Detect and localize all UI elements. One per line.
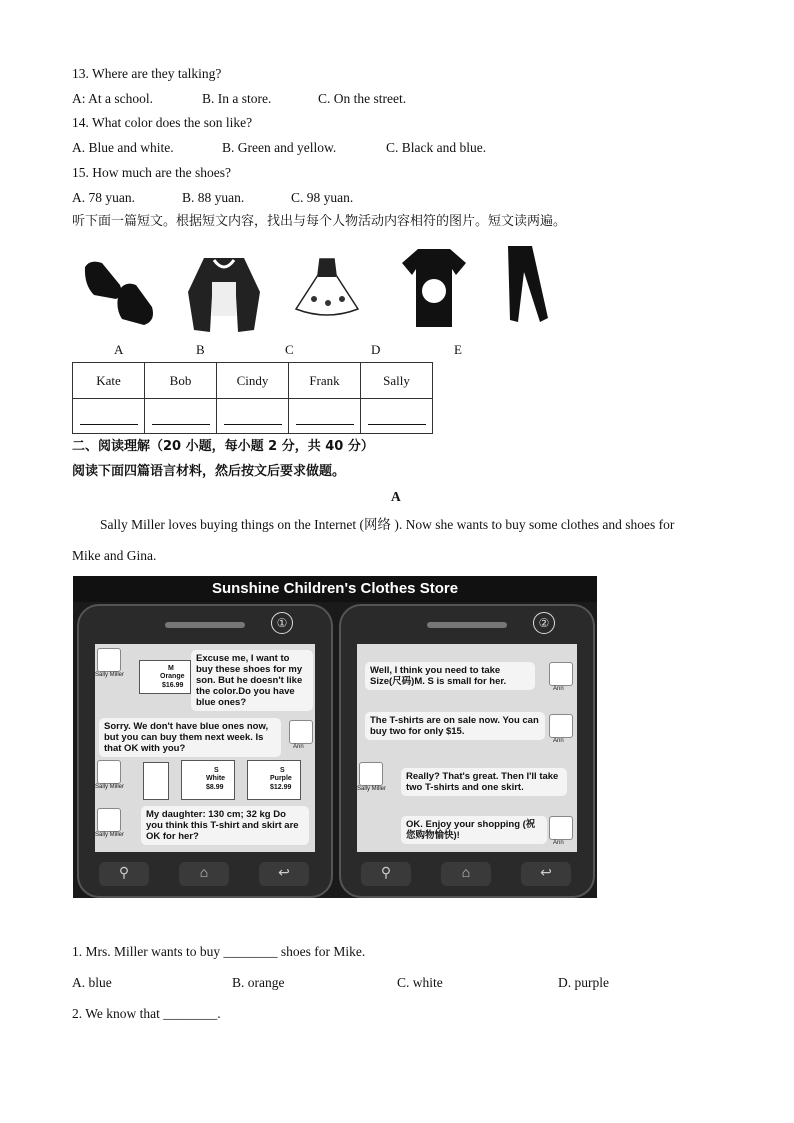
answer-blank-frank[interactable]	[289, 399, 361, 434]
chat-bubble-5: The T-shirts are on sale now. You can buy two for only $15.	[365, 712, 545, 740]
sally-avatar	[97, 760, 121, 784]
sally-label: Sally Miller	[95, 672, 125, 678]
q14-option-c[interactable]: C. Black and blue.	[386, 140, 487, 155]
tshirt-color: White	[206, 775, 226, 782]
shoe-item	[139, 660, 191, 694]
picture-label-c: C	[285, 342, 294, 357]
phone-number-2: ②	[533, 612, 555, 634]
dress-icon	[292, 255, 362, 320]
answer-blank-bob[interactable]	[145, 399, 217, 434]
jacket-icon	[184, 252, 264, 334]
section-title: 二、阅读理解（20 小题，每小题 2 分，共 40 分）	[72, 439, 374, 454]
q15-question: 15. How much are the shoes?	[72, 165, 231, 180]
ann-avatar	[549, 714, 573, 738]
ann-label: Ann	[293, 744, 304, 750]
answer-blank-kate[interactable]	[73, 399, 145, 434]
speaker-grille	[165, 622, 245, 628]
listening-instruction: 听下面一篇短文。根据短文内容，找出与每个人物活动内容相符的图片。短文读两遍。	[72, 214, 567, 229]
answer-blank-cindy[interactable]	[217, 399, 289, 434]
q13-question: 13. Where are they talking?	[72, 66, 222, 81]
chat-bubble-3: My daughter: 130 cm; 32 kg Do you think this T-shirt and skirt are OK for her?	[141, 806, 309, 845]
chat-bubble-4: Well, I think you need to take Size(尺码)M. S is small for her.	[365, 662, 535, 690]
skirt-item	[247, 760, 301, 800]
search-icon[interactable]: ⚲	[99, 862, 149, 886]
search-icon[interactable]: ⚲	[361, 862, 411, 886]
picture-label-a: A	[114, 342, 124, 357]
reading-q1-option-a[interactable]: A. blue	[72, 975, 112, 990]
speaker-grille	[427, 622, 507, 628]
matching-table	[72, 362, 433, 434]
phone-2-screen	[357, 644, 577, 852]
q15-option-c[interactable]: C. 98 yuan.	[291, 190, 354, 205]
picture-label-b: B	[196, 342, 205, 357]
glove-item	[143, 762, 169, 800]
name-frank: Frank	[289, 363, 361, 399]
reading-q1-option-d[interactable]: D. purple	[558, 975, 609, 990]
tshirt-icon	[400, 245, 468, 330]
sally-avatar	[359, 762, 383, 786]
sally-avatar	[97, 808, 121, 832]
shoe-size: M	[168, 665, 174, 672]
q14-option-b[interactable]: B. Green and yellow.	[222, 140, 337, 155]
ann-label: Ann	[553, 686, 564, 692]
sally-label: Sally Miller	[95, 784, 125, 790]
skirt-price: $12.99	[270, 784, 292, 791]
home-icon[interactable]: ⌂	[179, 862, 229, 886]
passage-label: A	[391, 489, 401, 504]
skirt-size: S	[280, 767, 285, 774]
chat-bubble-1: Excuse me, I want to buy these shoes for my son. But he doesn't like the color.Do you have blue ones?	[191, 650, 313, 711]
store-chat-image	[73, 576, 597, 898]
phone-number-1: ①	[271, 612, 293, 634]
tshirt-size: S	[214, 767, 219, 774]
back-icon[interactable]: ↩	[259, 862, 309, 886]
reading-q1-question: 1. Mrs. Miller wants to buy ________ shoes for Mike.	[72, 944, 366, 959]
pants-icon	[502, 244, 552, 326]
q15-option-a[interactable]: A. 78 yuan.	[72, 190, 135, 205]
name-kate: Kate	[73, 363, 145, 399]
q14-option-a[interactable]: A. Blue and white.	[72, 140, 174, 155]
name-sally: Sally	[361, 363, 433, 399]
sally-label: Sally Miller	[357, 786, 387, 792]
tshirt-price: $8.99	[206, 784, 224, 791]
picture-label-d: D	[371, 342, 381, 357]
ann-avatar	[289, 720, 313, 744]
skirt-color: Purple	[270, 775, 292, 782]
shoe-price: $16.99	[162, 682, 184, 689]
passage-intro-line1: Sally Miller loves buying things on the Internet (网络 ). Now she wants to buy some clothes and shoes for	[100, 517, 675, 532]
answer-blank-sally[interactable]	[361, 399, 433, 434]
phone-2	[339, 604, 595, 898]
ann-avatar	[549, 816, 573, 840]
store-title: Sunshine Children's Clothes Store	[73, 576, 597, 602]
chat-bubble-6: Really? That's great. Then I'll take two T-shirts and one skirt.	[401, 768, 567, 796]
name-bob: Bob	[145, 363, 217, 399]
name-cindy: Cindy	[217, 363, 289, 399]
q13-option-b[interactable]: B. In a store.	[202, 91, 272, 106]
q14-question: 14. What color does the son like?	[72, 115, 253, 130]
reading-q2-question: 2. We know that ________.	[72, 1006, 221, 1021]
phone-1-navbar	[89, 860, 321, 888]
ann-label: Ann	[553, 738, 564, 744]
phone-1	[77, 604, 333, 898]
reading-q1-option-b[interactable]: B. orange	[232, 975, 285, 990]
sally-label: Sally Miller	[95, 832, 125, 838]
ann-label: Ann	[553, 840, 564, 846]
home-icon[interactable]: ⌂	[441, 862, 491, 886]
phone-2-navbar	[351, 860, 583, 888]
reading-instruction: 阅读下面四篇语言材料，然后按文后要求做题。	[72, 464, 346, 479]
passage-intro-line2: Mike and Gina.	[72, 548, 157, 563]
back-icon[interactable]: ↩	[521, 862, 571, 886]
ann-avatar	[549, 662, 573, 686]
sally-avatar	[97, 648, 121, 672]
q13-option-a[interactable]: A: At a school.	[72, 91, 153, 106]
chat-bubble-2: Sorry. We don't have blue ones now, but you can buy them next week. Is that OK with you?	[99, 718, 281, 757]
tshirt-item	[181, 760, 235, 800]
picture-label-e: E	[454, 342, 462, 357]
reading-q1-option-c[interactable]: C. white	[397, 975, 443, 990]
shoe-color: Orange	[160, 673, 185, 680]
chat-bubble-7: OK. Enjoy your shopping (祝您购物愉快)!	[401, 816, 547, 844]
phone-1-screen	[95, 644, 315, 852]
q13-option-c[interactable]: C. On the street.	[318, 91, 407, 106]
q15-option-b[interactable]: B. 88 yuan.	[182, 190, 245, 205]
soccer-shoes-icon	[80, 255, 160, 330]
